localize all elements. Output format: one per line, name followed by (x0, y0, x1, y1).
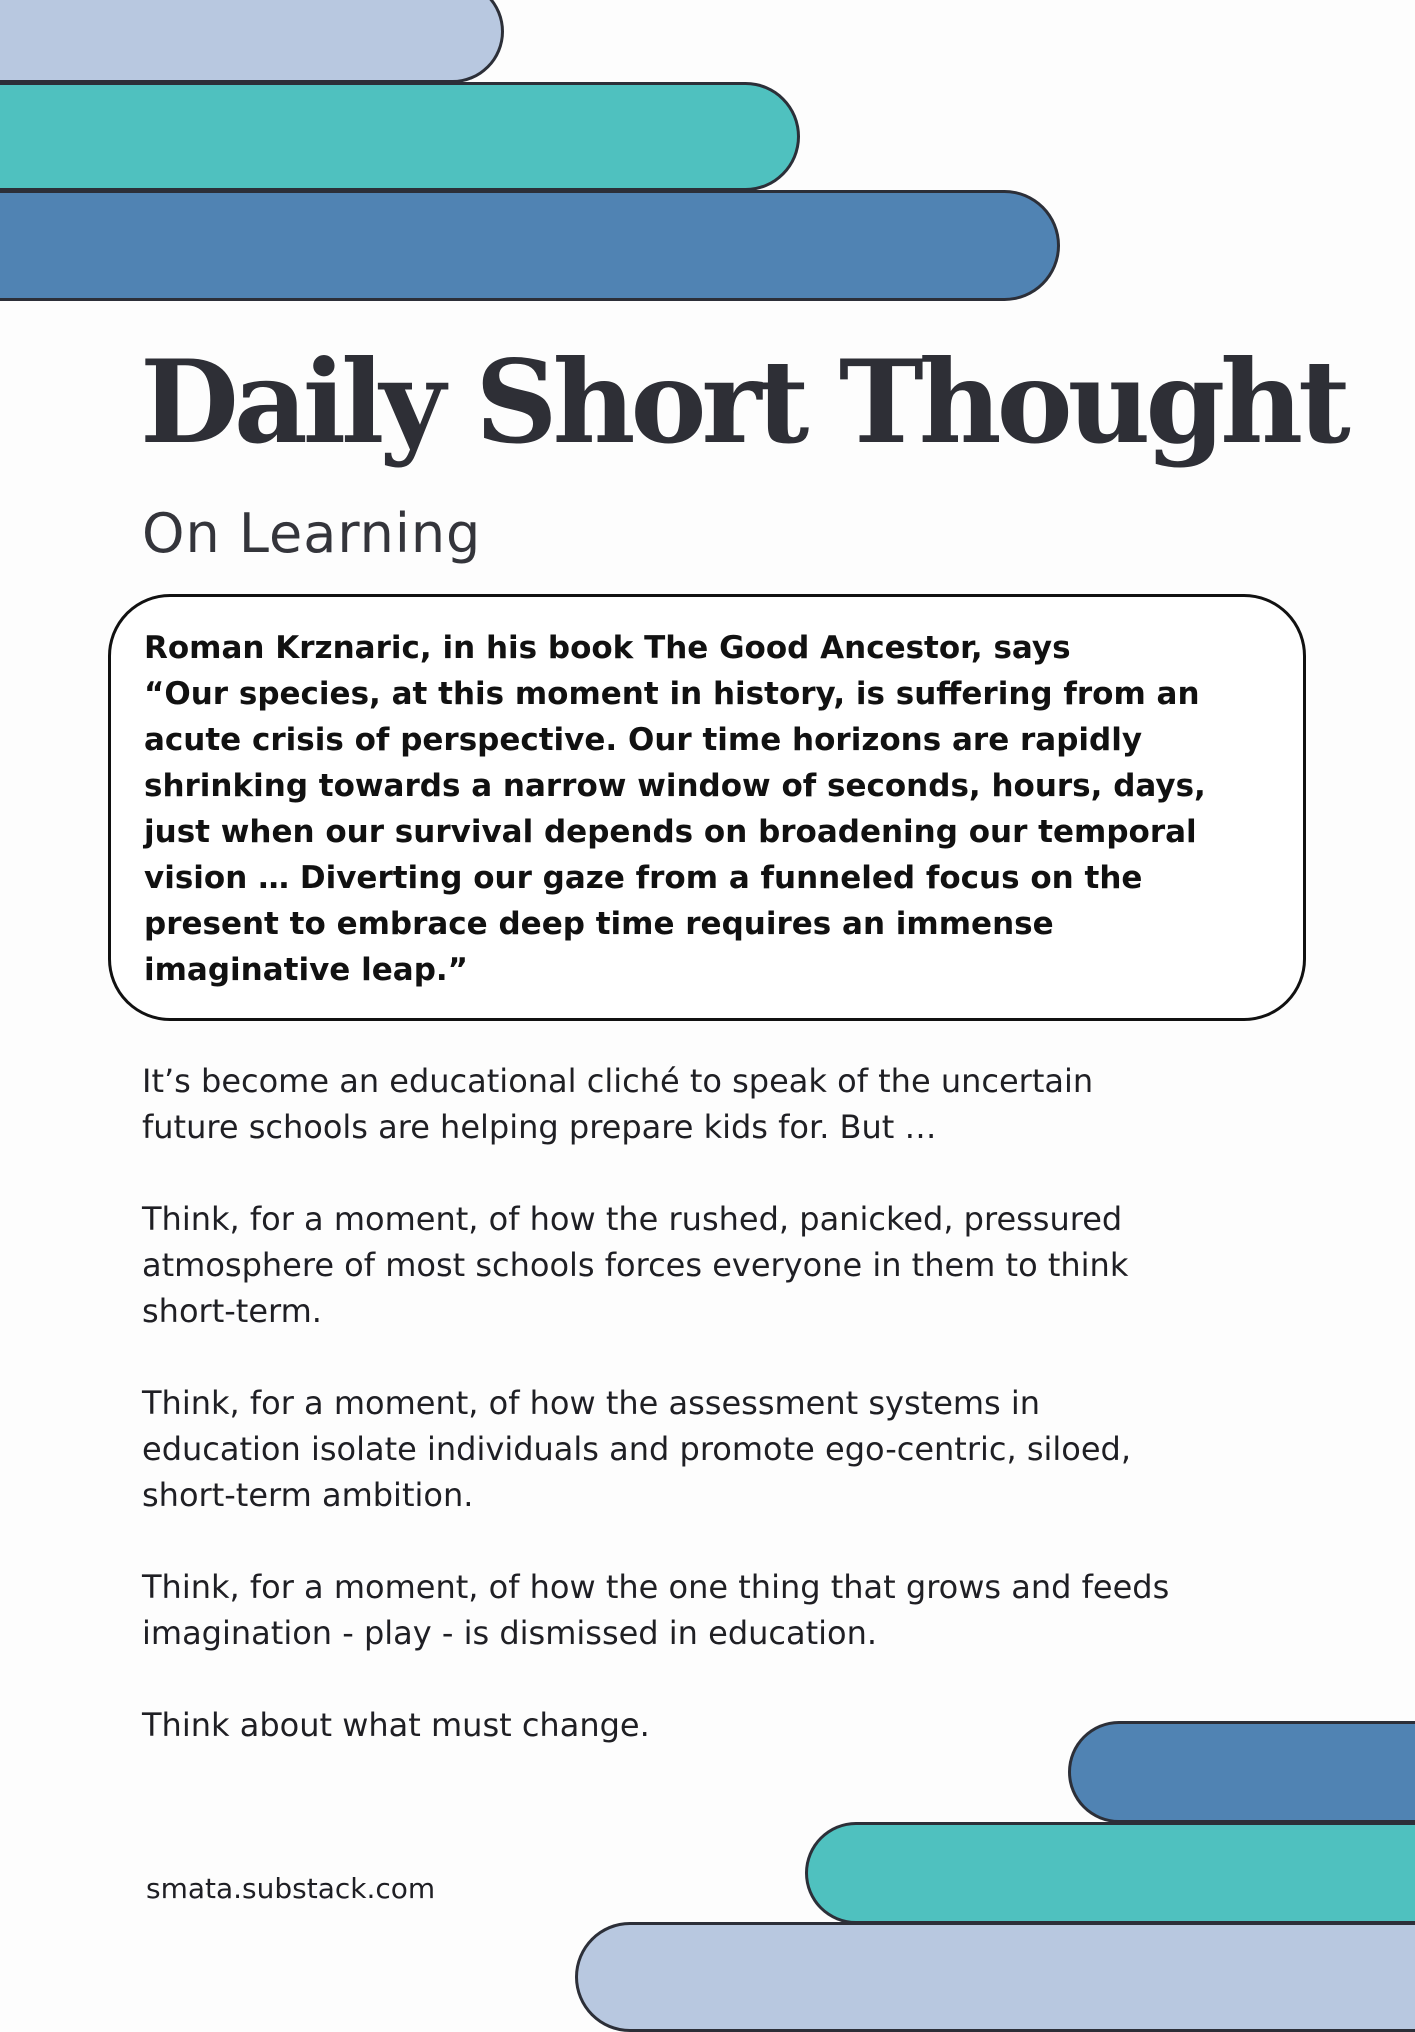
paragraph-assessment (142, 1380, 1292, 1518)
top-bar-steel-blue (0, 190, 1060, 301)
quote-line: shrinking towards a narrow window of seconds, hours, days, (144, 768, 1206, 804)
top-bar-light-blue (0, 0, 504, 83)
page-title: Daily Short Thought (140, 335, 1346, 469)
paragraph-line: education isolate individuals and promote ego-centric, siloed, (142, 1430, 1132, 1468)
quote-line: acute crisis of perspective. Our time horizons are rapidly (144, 722, 1143, 758)
paragraph-line: atmosphere of most schools forces everyone in them to think (142, 1246, 1129, 1284)
paragraph-line: short-term ambition. (142, 1476, 474, 1514)
page-subtitle: On Learning (142, 502, 482, 565)
paragraph-line: Think, for a moment, of how the rushed, panicked, pressured (142, 1200, 1123, 1238)
paragraph-play (142, 1564, 1292, 1656)
quote-line: Roman Krznaric, in his book The Good Ancestor, says (144, 630, 1071, 666)
paragraph-intro (142, 1058, 1292, 1150)
quote-line: imaginative leap.” (144, 952, 469, 988)
paragraph-line: It’s become an educational cliché to speak of the uncertain (142, 1062, 1094, 1100)
quote-line: present to embrace deep time requires an immense (144, 906, 1054, 942)
paragraph-line: imagination - play - is dismissed in education. (142, 1614, 878, 1652)
quote-line: vision … Diverting our gaze from a funneled focus on the (144, 860, 1143, 896)
quote-box (108, 594, 1306, 1021)
paragraph-line: Think, for a moment, of how the assessment systems in (142, 1384, 1041, 1422)
quote-line: “Our species, at this moment in history, is suffering from an (144, 676, 1200, 712)
paragraph-line: Think about what must change. (142, 1706, 650, 1744)
footer-url-link[interactable]: smata.substack.com (146, 1872, 436, 1905)
top-bar-teal (0, 82, 800, 191)
bottom-bar-steel-blue (1068, 1721, 1415, 1823)
bottom-bar-light-blue (575, 1922, 1415, 2032)
paragraph-line: short-term. (142, 1292, 322, 1330)
paragraph-atmosphere (142, 1196, 1292, 1334)
quote-line: just when our survival depends on broadening our temporal (144, 814, 1197, 850)
body-text (142, 1058, 1292, 1794)
paragraph-line: future schools are helping prepare kids for. But … (142, 1108, 937, 1146)
paragraph-line: Think, for a moment, of how the one thing that grows and feeds (142, 1568, 1170, 1606)
bottom-bar-teal (805, 1822, 1415, 1924)
